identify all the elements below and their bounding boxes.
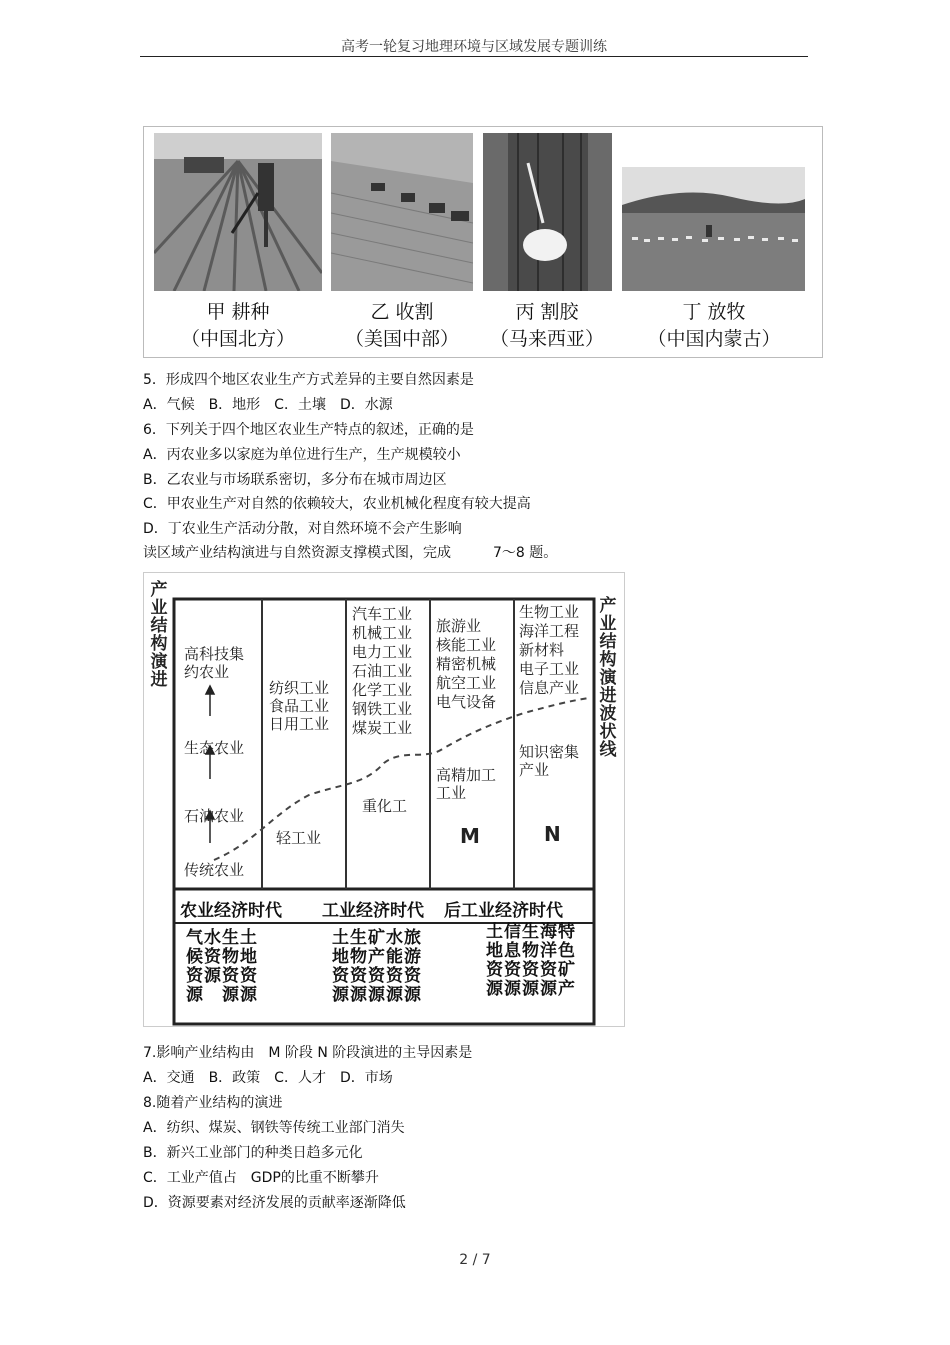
photo-place-jia: （中国北方） bbox=[180, 328, 295, 350]
q6-option-c: C．甲农业生产对自然的依赖较大，农业机械化程度有较大提高 bbox=[143, 496, 531, 512]
q7-stem: 7.影响产业结构由 M 阶段 N 阶段演进的主导因素是 bbox=[143, 1045, 473, 1061]
era-agricultural: 农业经济时代 bbox=[180, 901, 282, 921]
col5-item-4: 电子工业 bbox=[519, 660, 580, 678]
resources-post-industrial: 土信生海特 地息物洋色 资资资资矿 源源源源产 bbox=[486, 922, 576, 999]
q5-stem: 5．形成四个地区农业生产方式差异的主要自然因素是 bbox=[143, 372, 474, 388]
col5-item-5: 信息产业 bbox=[519, 679, 580, 697]
col2-item-1: 纺织工业 bbox=[269, 679, 330, 697]
col2-item-3: 日用工业 bbox=[269, 715, 330, 733]
photo-caption-bing: 丙 割胶 bbox=[515, 301, 579, 323]
right-axis-label: 产业结构演进波状线 bbox=[599, 596, 617, 760]
q8-option-b: B．新兴工业部门的种类日趋多元化 bbox=[143, 1145, 363, 1161]
q6-option-d: D．丁农业生产活动分散，对自然环境不会产生影响 bbox=[143, 521, 462, 537]
photo-place-yi: （美国中部） bbox=[344, 328, 459, 350]
photo-caption-ding: 丁 放牧 bbox=[682, 301, 746, 323]
col3-label: 重化工 bbox=[362, 797, 408, 815]
col4-label: 高精加工工业 bbox=[436, 766, 497, 802]
col1-top: 高科技集约农业 bbox=[184, 645, 245, 681]
q7-options: A．交通 B．政策 C．人才 D．市场 bbox=[143, 1070, 393, 1086]
col4-item-4: 航空工业 bbox=[436, 674, 497, 692]
col1-mid1: 生态农业 bbox=[184, 739, 245, 757]
industrial-structure-diagram bbox=[143, 572, 625, 1027]
col1-bottom: 传统农业 bbox=[184, 861, 245, 879]
q6-option-b: B．乙农业与市场联系密切，多分布在城市周边区 bbox=[143, 472, 447, 488]
col5-item-1: 生物工业 bbox=[519, 603, 580, 621]
photo-grazing bbox=[622, 167, 805, 291]
photo-caption-yi: 乙 收割 bbox=[370, 301, 434, 323]
photo-caption-jia: 甲 耕种 bbox=[206, 301, 270, 323]
col3-item-4: 石油工业 bbox=[352, 662, 413, 680]
col4-item-1: 旅游业 bbox=[436, 617, 482, 635]
photo-place-bing: （马来西亚） bbox=[489, 328, 604, 350]
intro-7-8: 读区域产业结构演进与自然资源支撑模式图，完成 7～8 题。 bbox=[143, 545, 558, 561]
stage-n-label: N bbox=[544, 822, 561, 846]
q6-option-a: A．丙农业多以家庭为单位进行生产，生产规模较小 bbox=[143, 447, 461, 463]
resources-industrial: 土生矿水旅 地物产能游 资资资资资 源源源源源 bbox=[332, 928, 422, 1005]
resources-agricultural: 气水生土 候资物地 资源资资 源 源源 bbox=[186, 928, 258, 1005]
col4-item-5: 电气设备 bbox=[436, 693, 497, 711]
q5-options: A．气候 B．地形 C．土壤 D．水源 bbox=[143, 397, 393, 413]
q6-stem: 6．下列关于四个地区农业生产特点的叙述，正确的是 bbox=[143, 422, 474, 438]
q8-option-a: A．纺织、煤炭、钢铁等传统工业部门消失 bbox=[143, 1120, 405, 1136]
q8-option-d: D．资源要素对经济发展的贡献率逐渐降低 bbox=[143, 1195, 406, 1211]
page-header: 高考一轮复习地理环境与区域发展专题训练 bbox=[341, 39, 607, 55]
left-axis-label: 产业结构演进 bbox=[150, 580, 168, 690]
col3-item-1: 汽车工业 bbox=[352, 605, 413, 623]
photo-panel bbox=[143, 126, 823, 358]
col2-label: 轻工业 bbox=[276, 829, 322, 847]
col5-item-2: 海洋工程 bbox=[519, 622, 580, 640]
col3-item-6: 钢铁工业 bbox=[352, 700, 413, 718]
col5-label: 知识密集产业 bbox=[519, 743, 580, 779]
page-number: 2 / 7 bbox=[459, 1252, 491, 1268]
photo-farming bbox=[154, 133, 322, 291]
q8-option-c: C．工业产值占 GDP的比重不断攀升 bbox=[143, 1170, 379, 1186]
col1-mid2: 石油农业 bbox=[184, 807, 245, 825]
photo-rubber-tapping bbox=[483, 133, 612, 291]
col3-item-7: 煤炭工业 bbox=[352, 719, 413, 737]
era-post-industrial: 后工业经济时代 bbox=[444, 901, 563, 921]
col4-item-2: 核能工业 bbox=[436, 636, 497, 654]
stage-m-label: M bbox=[460, 824, 480, 848]
col5-item-3: 新材料 bbox=[519, 641, 565, 659]
photo-place-ding: （中国内蒙古） bbox=[647, 328, 781, 350]
col3-item-2: 机械工业 bbox=[352, 624, 413, 642]
photo-harvesting bbox=[331, 133, 473, 291]
col2-item-2: 食品工业 bbox=[269, 697, 330, 715]
era-industrial: 工业经济时代 bbox=[322, 901, 424, 921]
col3-item-5: 化学工业 bbox=[352, 681, 413, 699]
header-rule bbox=[140, 56, 808, 57]
col4-item-3: 精密机械 bbox=[436, 655, 497, 673]
col3-item-3: 电力工业 bbox=[352, 643, 413, 661]
q8-stem: 8.随着产业结构的演进 bbox=[143, 1095, 283, 1111]
